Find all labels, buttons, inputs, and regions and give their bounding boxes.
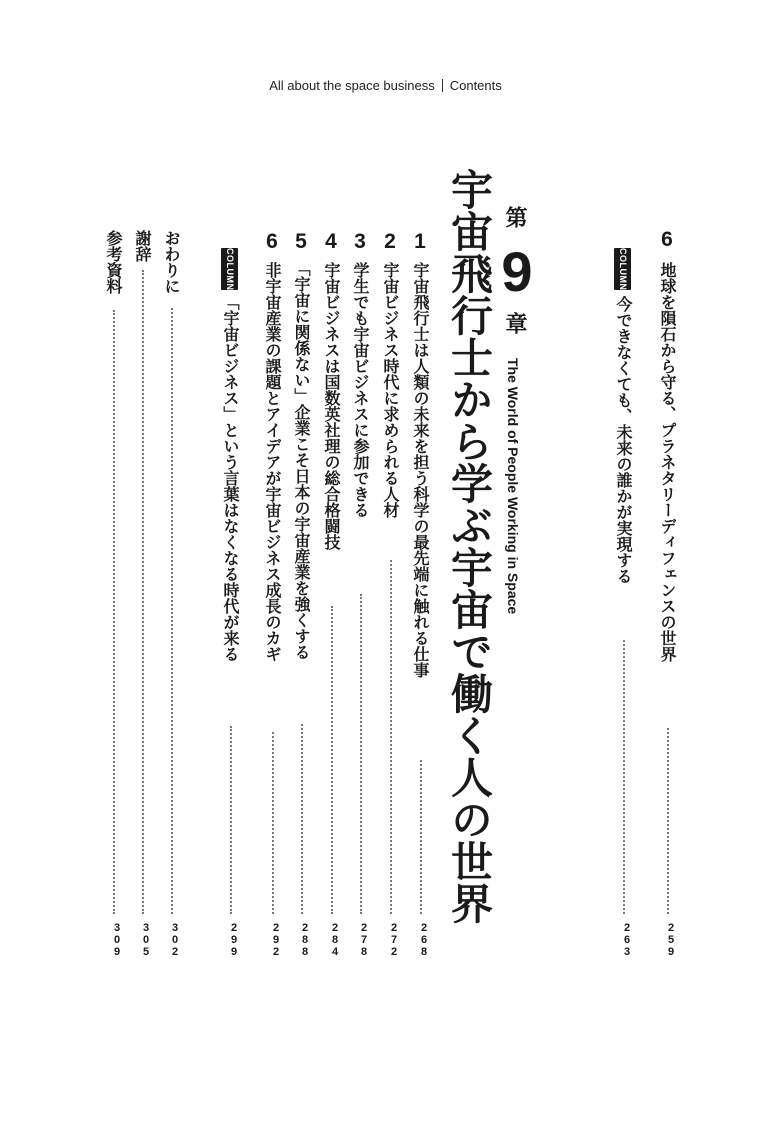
header-book-title: All about the space business	[269, 78, 435, 93]
leader-dots	[331, 606, 333, 914]
chapter-number: 9	[501, 240, 533, 303]
leader-dots	[171, 308, 173, 914]
chapter-suffix: 章	[502, 312, 527, 334]
header-section: Contents	[449, 78, 502, 93]
toc-entry-title[interactable]: 宇宙飛行士は人類の未来を担う科学の最先端に触れる仕事	[411, 262, 430, 678]
toc-entry-page: 259	[665, 922, 677, 958]
chapter-english-subtitle: The World of People Working in Space	[505, 358, 521, 615]
toc-entry-number: 5	[295, 230, 307, 253]
leader-dots	[420, 760, 422, 914]
column-badge: COLUMN	[614, 248, 631, 290]
toc-entry-number: 6	[661, 228, 673, 251]
toc-entry-title[interactable]: 宇宙ビジネス時代に求められる人材	[381, 262, 400, 518]
toc-entry-page: 278	[358, 922, 370, 958]
toc-column-title[interactable]: 今できなくても、未来の誰かが実現する	[614, 296, 633, 584]
running-header	[0, 78, 771, 93]
leader-dots	[667, 728, 669, 914]
toc-column-title[interactable]: 「宇宙ビジネス」という言葉はなくなる時代が来る	[221, 294, 240, 662]
toc-entry-page: 305	[140, 922, 152, 958]
toc-entry-number: 2	[384, 230, 396, 253]
toc-afterword[interactable]: おわりに	[162, 230, 181, 294]
toc-entry-page: 288	[299, 922, 311, 958]
toc-entry-title[interactable]: 地球を隕石から守る、プラネタリーディフェンスの世界	[658, 262, 677, 662]
leader-dots	[142, 270, 144, 914]
toc-entry-title[interactable]: 宇宙ビジネスは国数英社理の総合格闘技	[322, 262, 341, 550]
toc-references[interactable]: 参考資料	[104, 230, 123, 294]
leader-dots	[230, 726, 232, 914]
toc-acknowledgments[interactable]: 謝辞	[133, 230, 152, 262]
header-separator	[442, 79, 443, 92]
chapter-title: 宇宙飛行士から学ぶ宇宙で働く人の世界	[445, 168, 494, 924]
leader-dots	[390, 560, 392, 914]
toc-entry-page: 292	[270, 922, 282, 958]
toc-entry-number: 1	[414, 230, 426, 253]
toc-entry-page: 284	[329, 922, 341, 958]
toc-entry-page: 263	[621, 922, 633, 958]
toc-entry-page: 302	[169, 922, 181, 958]
toc-entry-page: 268	[418, 922, 430, 958]
leader-dots	[301, 724, 303, 914]
toc-entry-page: 299	[228, 922, 240, 958]
toc-entry-title[interactable]: 「宇宙に関係ない」企業こそ日本の宇宙産業を強くする	[292, 260, 311, 660]
toc-entry-number: 4	[325, 230, 337, 253]
toc-entry-title[interactable]: 非宇宙産業の課題とアイデアが宇宙ビジネス成長のカギ	[263, 262, 282, 662]
chapter-label: 第	[502, 206, 527, 228]
toc-entry-number: 3	[354, 230, 366, 253]
toc-entry-number: 6	[266, 230, 278, 253]
leader-dots	[272, 732, 274, 914]
toc-entry-page: 309	[111, 922, 123, 958]
toc-entry-title[interactable]: 学生でも宇宙ビジネスに参加できる	[351, 262, 370, 518]
leader-dots	[113, 310, 115, 914]
toc-entry-page: 272	[388, 922, 400, 958]
leader-dots	[360, 594, 362, 914]
column-badge: COLUMN	[221, 248, 238, 290]
leader-dots	[623, 640, 625, 914]
